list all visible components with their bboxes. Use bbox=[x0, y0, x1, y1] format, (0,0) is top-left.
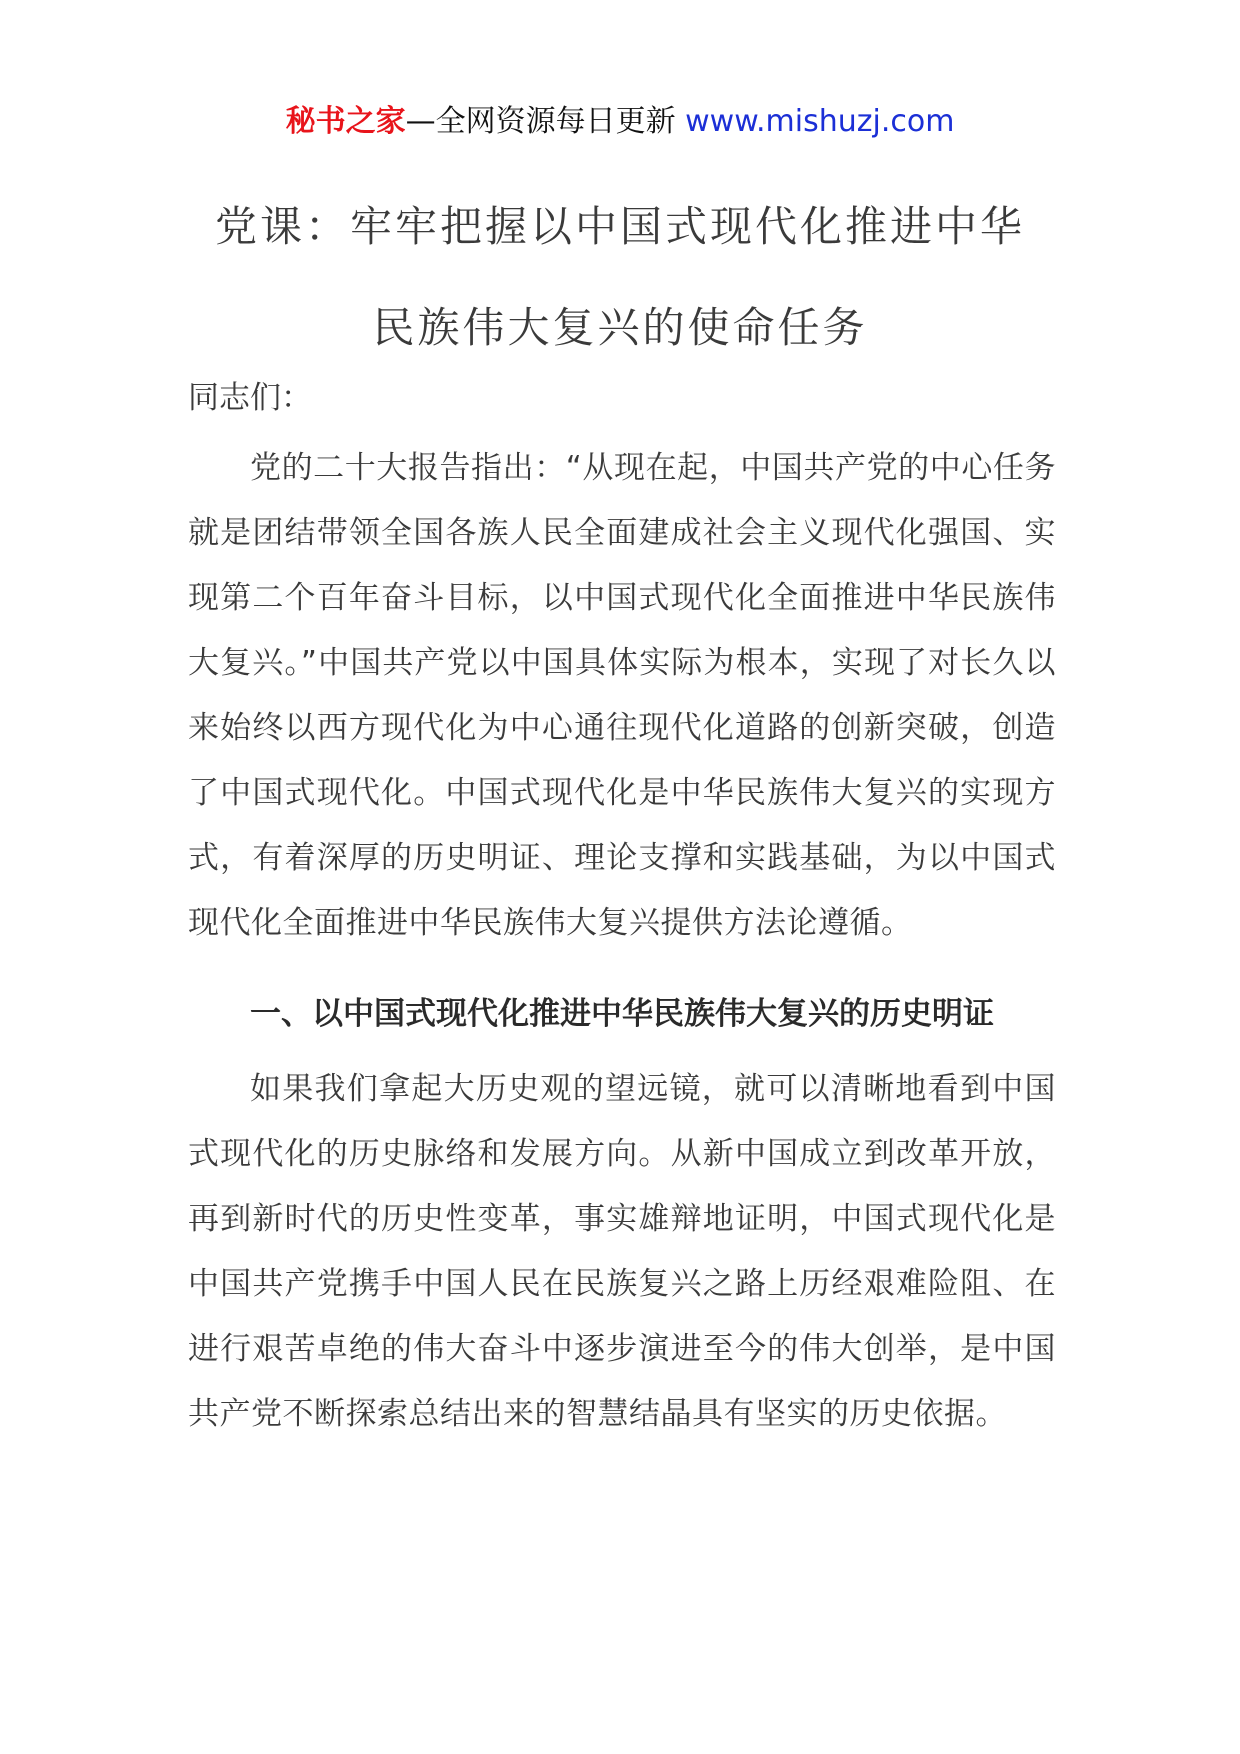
site-header bbox=[0, 100, 1240, 144]
site-tagline: —全网资源每日更新 bbox=[405, 104, 676, 139]
site-url-link[interactable]: www.mishuzj.com bbox=[685, 104, 955, 139]
document-body bbox=[188, 376, 1056, 1447]
paragraph-1: 党的二十大报告指出：“从现在起，中国共产党的中心任务就是团结带领全国各族人民全面建成社会主义现代化强国、实现第二个百年奋斗目标，以中国式现代化全面推进中华民族伟大复兴。”中国共产党以中国具体实际为根本，实现了对长久以来始终以西方现代化为中心通往现代化道路的创新突破，创造了中国式现代化。中国式现代化是中华民族伟大复兴的实现方式，有着深厚的历史明证、理论支撑和实践基础，为以中国式现代化全面推进中华民族伟大复兴提供方法论遵循。 bbox=[188, 450, 1056, 941]
salutation: 同志们： bbox=[188, 380, 312, 416]
site-brand: 秘书之家 bbox=[285, 104, 406, 139]
section-heading-1: 一、以中国式现代化推进中华民族伟大复兴的历史明证 bbox=[250, 996, 994, 1032]
document-title-line-1: 党课：牢牢把握以中国式现代化推进中华 bbox=[214, 202, 1025, 251]
paragraph-2: 如果我们拿起大历史观的望远镜，就可以清晰地看到中国式现代化的历史脉络和发展方向。从新中国成立到改革开放，再到新时代的历史性变革，事实雄辩地证明，中国式现代化是中国共产党携手中国人民在民族复兴之路上历经艰难险阻、在进行艰苦卓绝的伟大奋斗中逐步演进至今的伟大创举，是中国共产党不断探索总结出来的智慧结晶具有坚实的历史依据。 bbox=[188, 1071, 1056, 1432]
document-title-line-2: 民族伟大复兴的使命任务 bbox=[372, 303, 868, 352]
